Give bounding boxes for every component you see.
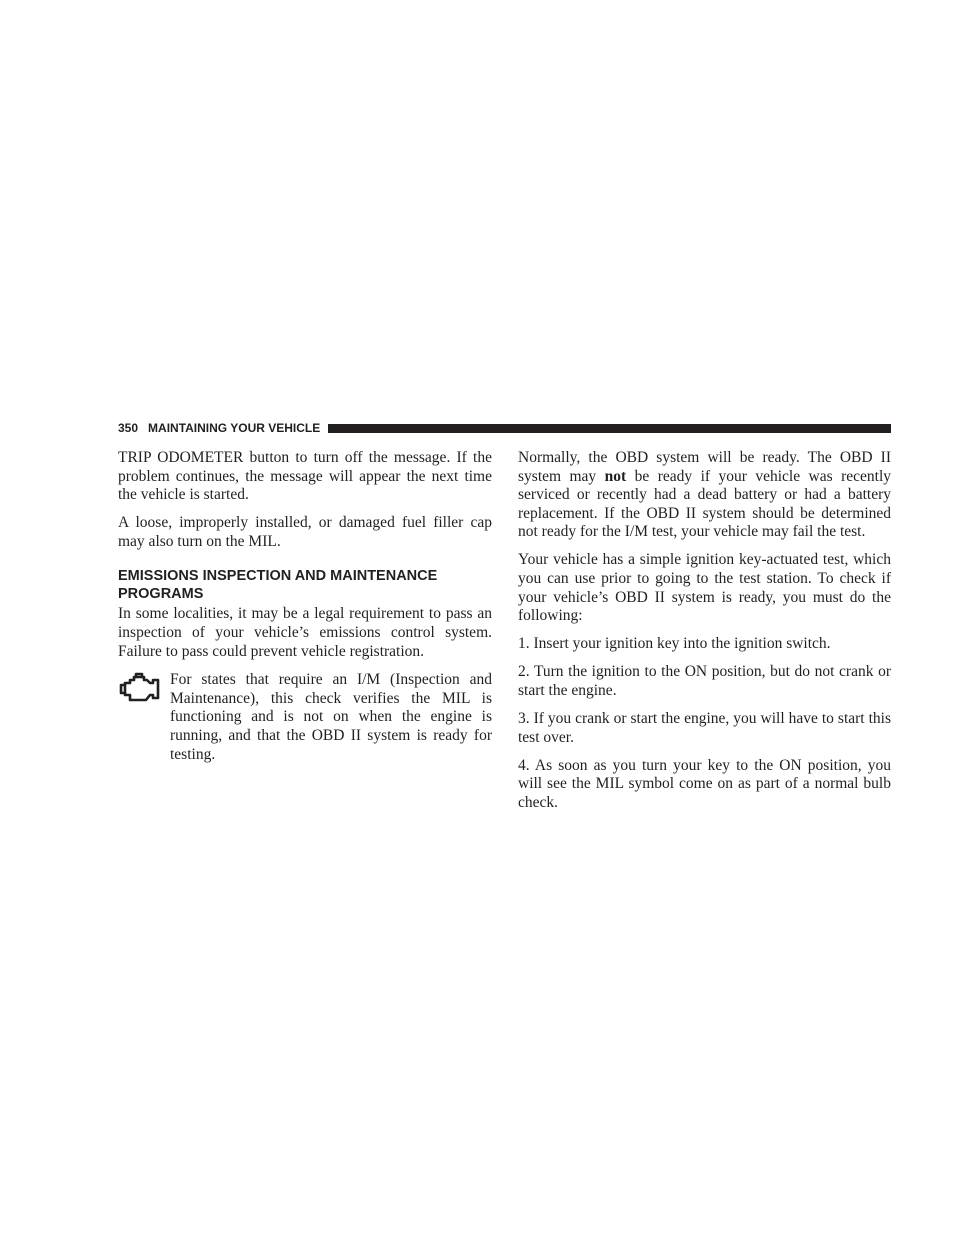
right-paragraph-1-end: be ready if your vehicle was recently serviced or recently had a dead battery or had a battery replacement. If the OBD II system should be determined not ready for the I/M test, your vehicle may fail the test. — [518, 467, 891, 541]
left-paragraph-2: A loose, improperly installed, or damaged fuel filler cap may also turn on the MIL. — [118, 514, 492, 550]
left-paragraph-3: In some localities, it may be a legal requirement to pass an inspection of your vehicle’s emissions control system. Failure to pass could prevent vehicle registration. — [118, 605, 492, 660]
step-3: 3. If you crank or start the engine, you will have to start this test over. — [518, 710, 891, 746]
section-heading: EMISSIONS INSPECTION AND MAINTENANCE PROGRAMS — [118, 568, 438, 603]
icon-note-text: For states that require an I/M (Inspection and Maintenance), this check verifies the MIL is functioning and is not on when the engine is running, and that the OBD II system is ready for testing. — [170, 671, 492, 763]
header-rule — [328, 424, 891, 433]
right-paragraph-1 — [518, 449, 891, 542]
step-1: 1. Insert your ignition key into the ignition switch. — [518, 635, 831, 653]
step-4: 4. As soon as you turn your key to the ON position, you will see the MIL symbol come on as part of a normal bulb check. — [518, 756, 891, 811]
right-column — [518, 449, 891, 822]
left-column — [118, 449, 492, 764]
emphasis-not: not — [604, 467, 627, 485]
section-title: MAINTAINING YOUR VEHICLE — [148, 421, 321, 435]
step-2: 2. Turn the ignition to the ON position, but do not crank or start the engine. — [518, 663, 891, 700]
left-paragraph-1: TRIP ODOMETER button to turn off the message. If the problem continues, the message will appear the next time the vehicle is started. — [118, 449, 492, 504]
right-paragraph-2: Your vehicle has a simple ignition key-actuated test, which you can use prior to going to the test station. To check if your vehicle’s OBD II system is ready, you must do the following: — [518, 551, 891, 625]
icon-note — [118, 671, 492, 764]
page-number: 350 — [118, 421, 139, 435]
page-header — [118, 419, 891, 437]
right-paragraph-1-start: Normally, the OBD system will be ready. The OBD II system may — [518, 449, 891, 485]
check-engine-icon — [118, 671, 170, 705]
